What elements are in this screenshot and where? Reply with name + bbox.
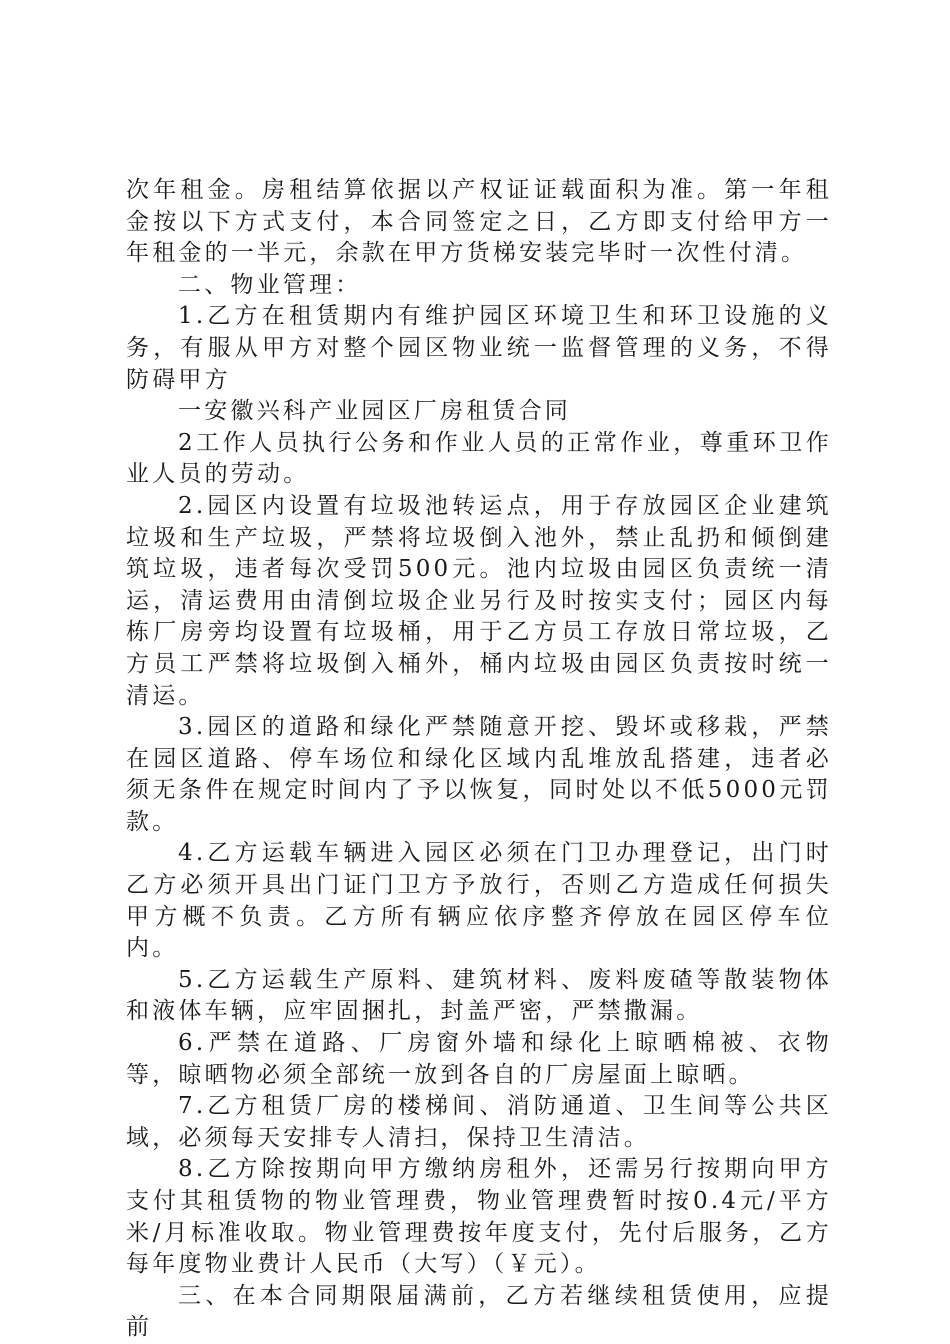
document-title-line: 一安徽兴科产业园区厂房租赁合同 [178,398,571,425]
clause-1-environment-duty: 1.乙方在租赁期内有维护园区环境卫生和环卫设施的义务，有服从甲方对整个园区物业统一监督管理的义务，不得防碍甲方 [126,303,832,393]
clause-3-roads-greenery: 3.园区的道路和绿化严禁随意开挖、毁坏或移栽，严禁在园区道路、停车场位和绿化区域内乱堆放乱搭建，违者必须无条件在规定时间内了予以恢复，同时处以不低5000元罚款。 [126,714,832,835]
clause-8-property-fee: 8.乙方除按期向甲方缴纳房租外，还需另行按期向甲方支付其租赁物的物业管理费，物业管理费暂时按0.4元/平方米/月标准收取。物业管理费按年度支付，先付后服务，乙方每年度物业费计人民币（大写）（￥元）。 [126,1156,832,1278]
clause-5-bulk-transport: 5.乙方运载生产原料、建筑材料、废料废碴等散装物体和液体车辆，应牢固捆扎，封盖严密，严禁撒漏。 [126,966,832,1025]
clause-6-drying: 6.严禁在道路、厂房窗外墙和绿化上晾晒棉被、衣物等，晾晒物必须全部统一放到各自的厂房屋面上晾晒。 [126,1030,832,1088]
section-3-renewal: 三、在本合同期限届满前，乙方若继续租赁使用，应提前 [126,1282,832,1341]
paragraph-rent-payment: 次年租金。房租结算依据以产权证证载面积为准。第一年租金按以下方式支付，本合同签定之日，乙方即支付给甲方一年租金的一半元，余款在甲方货梯安装完毕时一次性付清。 [126,177,832,267]
document-body [126,175,832,1344]
clause-4-vehicles: 4.乙方运载车辆进入园区必须在门卫办理登记，出门时乙方必须开具出门证门卫方予放行，否则乙方造成任何损失甲方概不负责。乙方所有辆应依序整齐停放在园区停车位内。 [126,840,832,962]
heading-property-management: 二、物业管理： [178,271,362,298]
clause-1-continued: 2工作人员执行公务和作业人员的正常作业，尊重环卫作业人员的劳动。 [126,429,832,488]
clause-2-garbage: 2.园区内设置有垃圾池转运点，用于存放园区企业建筑垃圾和生产垃圾，严禁将垃圾倒入池外，禁止乱扔和倾倒建筑垃圾，违者每次受罚500元。池内垃圾由园区负责统一清运，清运费用由清倒垃圾企业另行及时按实支付；园区内每栋厂房旁均设置有垃圾桶，用于乙方员工存放日常垃圾，乙方员工严禁将垃圾倒入桶外，桶内垃圾由园区负责按时统一清运。 [126,492,832,709]
clause-7-public-areas: 7.乙方租赁厂房的楼梯间、消防通道、卫生间等公共区域，必须每天安排专人清扫，保持卫生清洁。 [126,1093,832,1151]
